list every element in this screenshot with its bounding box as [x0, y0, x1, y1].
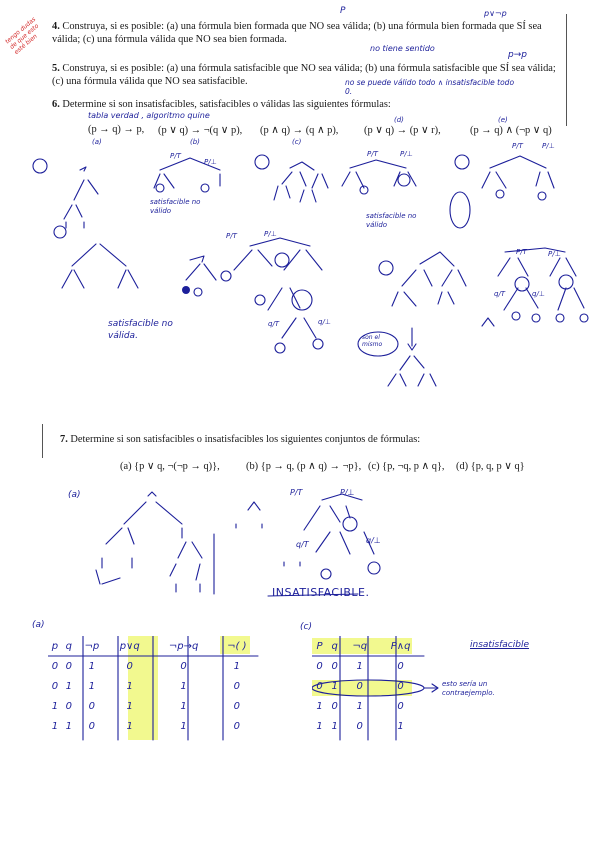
tree-label-pf-e: P/⊥: [542, 142, 555, 150]
cell: 1: [331, 720, 338, 732]
q7-tree-qf: q/⊥: [366, 536, 381, 545]
cell: 1: [126, 700, 133, 712]
tree-note-d2: satisfacible no válida.: [108, 319, 173, 341]
cell: 1: [233, 660, 241, 672]
th-c-1: q: [331, 640, 338, 652]
th-c-0: P: [316, 640, 323, 652]
tree-label-pt-mid: P/T: [226, 232, 237, 240]
th-a-4: ¬p→q: [168, 640, 199, 652]
tree-label-pt-e2: P/T: [516, 248, 527, 256]
cell: 1: [126, 680, 133, 692]
cell: 0: [356, 680, 363, 692]
cell: 0: [397, 700, 404, 712]
th-a-2: ¬p: [84, 640, 100, 652]
cell: 0: [356, 720, 363, 732]
question-7-number: 7.: [60, 434, 68, 445]
cell: 1: [316, 700, 323, 712]
cell: 1: [65, 680, 73, 692]
label-b: (b): [190, 138, 200, 146]
label-c: (c): [292, 138, 302, 146]
formula-d: (p ∨ q) → (p ∨ r),: [364, 125, 441, 136]
tree-label-qt-mid: q/T: [268, 320, 280, 328]
cell: 0: [51, 660, 59, 672]
tree-label-pf-b: P/⊥: [204, 158, 217, 166]
table-c-label: (c): [300, 622, 312, 632]
cell: 0: [316, 680, 323, 692]
tree-note-b: satisfacible no válido: [150, 198, 201, 215]
tree-note-d: satisfacible no válido: [366, 212, 417, 229]
label-d: (d): [394, 116, 404, 124]
cell: 1: [356, 660, 363, 672]
cell: 1: [356, 700, 363, 712]
set-c: (c) {p, ¬q, p ∧ q},: [368, 461, 445, 472]
tree-label-pt-d: P/T: [367, 150, 378, 158]
cell: 0: [88, 720, 96, 732]
th-a-5: ¬( ): [227, 640, 247, 652]
cell: 0: [233, 720, 241, 732]
margin-rule-2: [42, 424, 43, 458]
question-5-number: 5.: [52, 63, 60, 74]
margin-rule: [566, 14, 567, 126]
cell: 0: [233, 700, 241, 712]
question-7-text: Determine si son satisfacibles o insatisfacibles los siguientes conjuntos de fórmulas:: [70, 434, 421, 445]
note-no-valida: no se puede válido todo ∧ insatisfacible todo 0.: [345, 78, 515, 96]
cell: 0: [331, 700, 338, 712]
cell: 0: [316, 660, 323, 672]
cell: 0: [88, 700, 96, 712]
label-a: (a): [92, 138, 102, 146]
cell: 0: [233, 680, 241, 692]
formula-c: (p ∧ q) → (q ∧ p),: [260, 125, 339, 136]
question-4-number: 4.: [52, 21, 60, 32]
th-a-3: p∨q: [119, 640, 140, 652]
question-4: [52, 20, 562, 46]
cell: 0: [51, 680, 59, 692]
cell: 1: [331, 680, 338, 692]
th-a-0: p: [51, 640, 59, 652]
tree-label-qf-mid: q/⊥: [318, 318, 331, 326]
question-6: [52, 98, 562, 111]
tree-label-pt-b: P/T: [170, 152, 181, 160]
cell: 1: [126, 720, 133, 732]
insatisfacible-label: INSATISFACIBLE.: [272, 586, 370, 599]
note-no-sentido: no tiene sentido: [370, 44, 435, 53]
cell: 1: [51, 700, 59, 712]
tree-label-pf-d: P/⊥: [400, 150, 413, 158]
cell: 1: [88, 680, 96, 692]
cell: 0: [65, 660, 73, 672]
tree-label-pf-mid: P/⊥: [264, 230, 277, 238]
note-pvnp: p∨¬p: [484, 9, 507, 18]
question-6-number: 6.: [52, 99, 60, 110]
cell: 0: [331, 660, 338, 672]
table-c-title: insatisfacible: [470, 640, 530, 650]
cell: 0: [397, 680, 404, 692]
note-p-over-valida: P: [340, 6, 346, 16]
cell: 0: [180, 660, 187, 672]
q7-label-a: (a): [68, 490, 81, 500]
set-a: (a) {p ∨ q, ¬(¬p → q)},: [120, 461, 220, 472]
question-6-text: Determine si son insatisfacibles, satisfacibles o válidas las siguientes fórmulas:: [62, 99, 391, 110]
note-p-to-p: p→p: [508, 50, 527, 60]
cell: 0: [397, 660, 404, 672]
tree-note-e: son el mismo: [362, 334, 383, 348]
cell: 1: [180, 720, 187, 732]
formula-a: (p → q) → p,: [88, 124, 145, 135]
tree-label-qf-e2: q/⊥: [532, 290, 545, 298]
cell: 1: [65, 720, 73, 732]
tree-label-pt-e: P/T: [512, 142, 523, 150]
th-c-2: ¬q: [352, 640, 368, 652]
th-c-3: P∧q: [390, 640, 411, 652]
tree-label-pf-e2: P/⊥: [548, 250, 561, 258]
margin-note-red: tengo dudas de que esto esté bien: [4, 15, 41, 57]
table-c-note: esto sería un contraejemplo.: [442, 680, 495, 697]
note-tabla-verdad: tabla verdad , algoritmo quine: [88, 111, 210, 120]
cell: 0: [65, 700, 73, 712]
q7-tree-pf: P/⊥: [340, 488, 355, 497]
th-a-1: q: [65, 640, 73, 652]
question-7: [60, 433, 570, 446]
question-5-text: Construya, si es posible: (a) una fórmula satisfacible que NO sea válida; (b) una fórmula satisfacible que SÍ sea válida; (c) una fórmula válida que NO sea satisfacible.: [52, 63, 556, 87]
cell: 1: [180, 680, 187, 692]
cell: 0: [126, 660, 133, 672]
label-e: (e): [498, 116, 508, 124]
question-4-text: Construya, si es posible: (a) una fórmula bien formada que NO sea válida; (b) una fórmula bien formada que SÍ sea válida; (c) una fórmula válida que NO sea bien formada.: [52, 21, 542, 45]
set-d: (d) {p, q, p ∨ q}: [456, 461, 525, 472]
cell: 1: [397, 720, 404, 732]
formula-b: (p ∨ q) → ¬(q ∨ p),: [158, 125, 243, 136]
table-a-grid: [48, 636, 262, 746]
q7-tree-qt: q/T: [296, 540, 309, 549]
cell: 1: [180, 700, 187, 712]
cell: 1: [88, 660, 96, 672]
table-a-label: (a): [32, 620, 45, 630]
set-b: (b) {p → q, (p ∧ q) → ¬p},: [246, 461, 362, 472]
formula-e: (p → q) ∧ (¬p ∨ q): [470, 125, 552, 136]
q6-tree-drawings: [0, 140, 600, 410]
q7-tree-pt: P/T: [290, 488, 303, 497]
cell: 1: [51, 720, 59, 732]
tree-label-qt-e2: q/T: [494, 290, 506, 298]
cell: 1: [316, 720, 323, 732]
